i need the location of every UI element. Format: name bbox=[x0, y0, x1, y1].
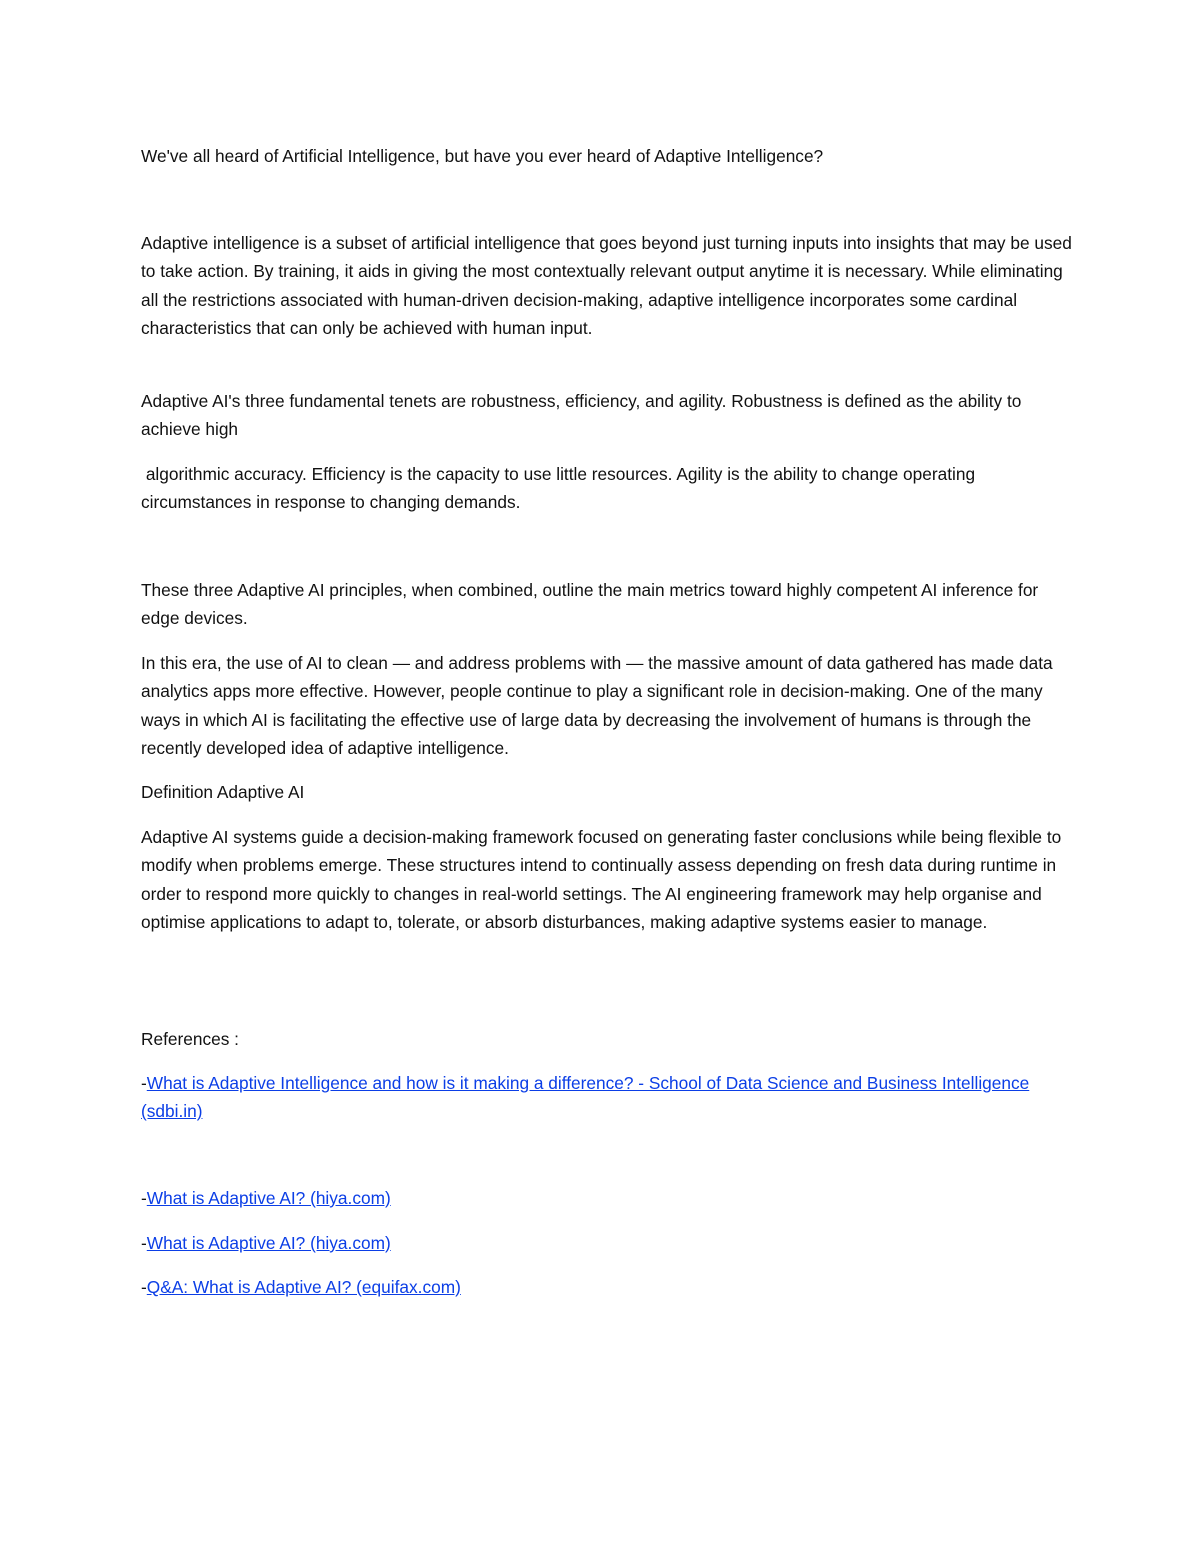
reference-item bbox=[141, 1229, 1081, 1257]
reference-item bbox=[141, 1069, 1081, 1126]
heading-definition: Definition Adaptive AI bbox=[141, 782, 305, 802]
intro-paragraph: We've all heard of Artificial Intelligence, but have you ever heard of Adaptive Intelligence? bbox=[141, 146, 824, 166]
reference-prefix: - bbox=[141, 1073, 147, 1093]
references-label: References : bbox=[141, 1029, 239, 1049]
reference-link-equifax[interactable]: Q&A: What is Adaptive AI? (equifax.com) bbox=[146, 1277, 461, 1297]
paragraph-this-era: In this era, the use of AI to clean — and address problems with — the massive amount of data gathered has made data analytics apps more effective. However, people continue to play a significant role in decision-making. One of the many ways in which AI is facilitating the effective use of large data by decreasing the involvement of humans is through the recently developed idea of adaptive intelligence. bbox=[141, 653, 1053, 759]
reference-item bbox=[141, 1184, 1081, 1212]
paragraph-algorithmic-accuracy: algorithmic accuracy. Efficiency is the capacity to use little resources. Agility is the ability to change operating circumstances in response to changing demands. bbox=[141, 464, 980, 513]
reference-prefix: - bbox=[141, 1233, 147, 1253]
reference-link-hiya-1[interactable]: What is Adaptive AI? (hiya.com) bbox=[146, 1188, 391, 1208]
paragraph-fundamental-tenets: Adaptive AI's three fundamental tenets are robustness, efficiency, and agility. Robustness is defined as the ability to achieve high bbox=[141, 391, 1022, 440]
reference-link-hiya-2[interactable]: What is Adaptive AI? (hiya.com) bbox=[146, 1233, 391, 1253]
reference-prefix: - bbox=[141, 1188, 147, 1208]
reference-item bbox=[141, 1273, 1081, 1301]
paragraph-principles-combined: These three Adaptive AI principles, when combined, outline the main metrics toward highly competent AI inference for edge devices. bbox=[141, 580, 1039, 629]
paragraph-definition: Adaptive AI systems guide a decision-making framework focused on generating faster conclusions while being flexible to modify when problems emerge. These structures intend to continually assess depending on fresh data during runtime in order to respond more quickly to changes in real-world settings. The AI engineering framework may help organise and optimise applications to adapt to, tolerate, or absorb disturbances, making adaptive systems easier to manage. bbox=[141, 827, 1062, 933]
reference-link-sdbi[interactable]: What is Adaptive Intelligence and how is it making a difference? - School of Data Science and Business Intelligence (sdbi.in) bbox=[141, 1073, 1030, 1122]
paragraph-adaptive-intelligence: Adaptive intelligence is a subset of artificial intelligence that goes beyond just turning inputs into insights that may be used to take action. By training, it aids in giving the most contextually relevant output anytime it is necessary. While eliminating all the restrictions associated with human-driven decision-making, adaptive intelligence incorporates some cardinal characteristics that can only be achieved with human input. bbox=[141, 233, 1072, 339]
reference-prefix: - bbox=[141, 1277, 147, 1297]
